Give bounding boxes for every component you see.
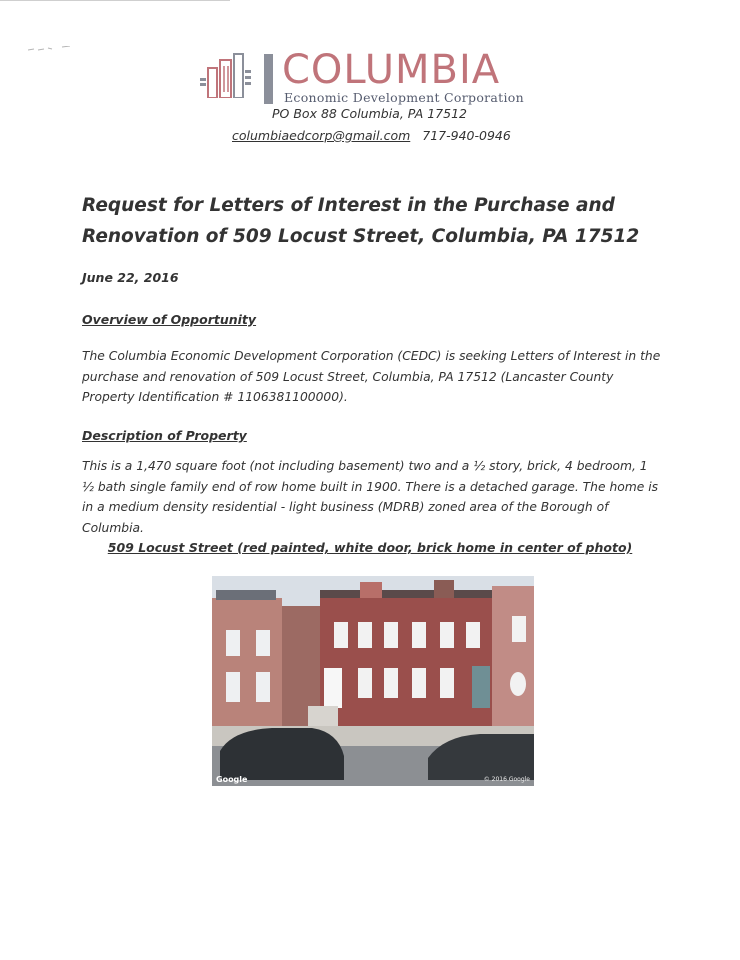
description-paragraph: This is a 1,470 square foot (not including basement) two and a ½ story, brick, 4 bedroom, 1 ½ bath single family end of row home built in 1900. There is a detached garage. The home is in a medium density residential - light business (MDRB) zoned area of the Borough of Columbia.	[82, 459, 659, 535]
org-subtitle: Economic Development Corporation	[284, 90, 524, 105]
logo-divider-bar	[264, 54, 273, 104]
overview-heading: Overview of Opportunity	[82, 312, 257, 327]
mailing-address: PO Box 88 Columbia, PA 17512	[272, 106, 467, 121]
document-date: June 22, 2016	[82, 270, 179, 285]
phone-number: 717-940-0946	[422, 128, 511, 143]
scan-edge-line	[0, 0, 230, 1]
photo-caption: 509 Locust Street (red painted, white door, brick home in center of photo)	[107, 540, 633, 555]
overview-paragraph: The Columbia Economic Development Corporation (CEDC) is seeking Letters of Interest in the purchase and renovation of 509 Locust Street, Columbia, PA 17512 (Lancaster County Property Identification # 1106381100000).	[82, 349, 661, 404]
email-link[interactable]: columbiaedcorp@gmail.com	[232, 128, 411, 143]
buildings-logo-icon	[200, 52, 252, 98]
contact-line	[232, 128, 511, 143]
street-view-photo	[212, 576, 534, 786]
document-title: Request for Letters of Interest in the Purchase and Renovation of 509 Locust Street, Columbia, PA 17512	[82, 195, 640, 247]
scan-speck	[28, 46, 70, 52]
cedc-logo	[200, 48, 540, 108]
rowhouse-illustration	[212, 576, 534, 786]
google-watermark: Google	[216, 775, 248, 784]
copyright-watermark: © 2016 Google	[483, 776, 530, 783]
org-name: COLUMBIA	[282, 47, 501, 93]
description-heading: Description of Property	[82, 428, 247, 443]
